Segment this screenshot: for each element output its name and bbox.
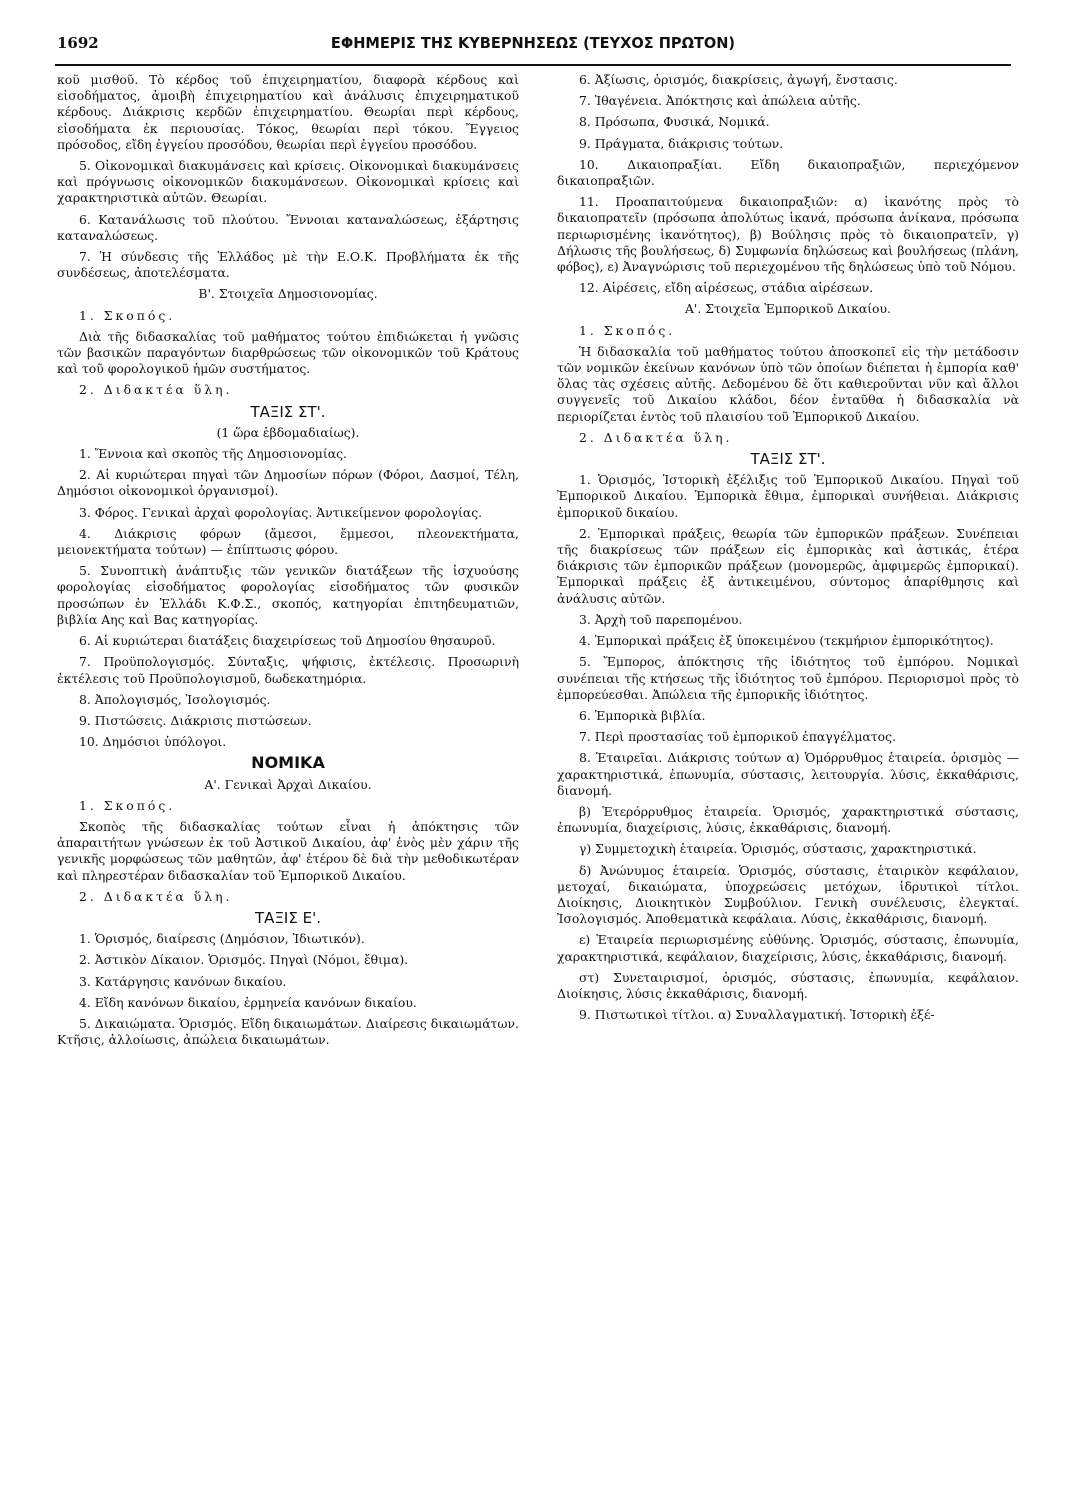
class-heading: ΤΑΞΙΣ ΣΤ'. [750, 450, 826, 469]
page-title: ΕΦΗΜΕΡΙΣ ΤΗΣ ΚΥΒΕΡΝΗΣΕΩΣ (ΤΕΥΧΟΣ ΠΡΩΤΟΝ) [330, 34, 736, 52]
list-item: 9. Πιστώσεις. Διάκρισις πιστώσεων. [79, 712, 312, 728]
list-item: 3. Φόρος. Γενικαὶ ἀρχαὶ φορολογίας. Ἀντικείμενον φορολογίας. [79, 504, 483, 520]
list-item: 7. Προϋπολογισμός. Σύνταξις, ψήφισις, ἐκτέλεσις. Προσωρινὴ ἐκτέλεσις τοῦ Προϋπολογισμοῦ, δωδεκατημόρια. [57, 654, 519, 686]
list-item: β) Ἑτερόρρυθμος ἑταιρεία. Ὁρισμός, χαρακτηριστικά σύστασις, ἐπωνυμία, διαχείρισις, λύσις, ἐκκαθάρισις, διανομή. [557, 803, 1019, 836]
list-item: 2. Αἱ κυριώτεραι πηγαὶ τῶν Δημοσίων πόρων (Φόροι, Δασμοί, Τέλη, Δημόσιοι οἰκονομικοὶ ὀργανισμοί). [57, 467, 519, 499]
list-item: 7. Ἰθαγένεια. Ἀπόκτησις καὶ ἀπώλεια αὐτῆς. [579, 93, 861, 109]
paragraph: Ἡ διδασκαλία τοῦ μαθήματος τούτου ἀποσκοπεῖ εἰς τὴν μετάδοσιν τῶν νομικῶν ἐκείνων κανόνων ὑπὸ τῶν ὁποίων διέπεται ἡ ἐμπορία καθ' ὅλας τὰς σχέσεις αὐτῆς. Δεδομένου δὲ ὅτι καθιεροῦνται νῦν καὶ ἄλλοι συγγενεῖς τοῦ Δικαίου κλάδοι, δέον ἐνταῦθα ἡ διδασκαλία νὰ περιορίζεται ἐντὸς τοῦ πλαισίου τοῦ Ἐμπορικοῦ Δικαίου. [557, 343, 1019, 424]
list-item: 5. Δικαιώματα. Ὁρισμός. Εἴδη δικαιωμάτων. Διαίρεσις δικαιωμάτων. Κτῆσις, ἀλλοίωσις, ἀπώλεια δικαιωμάτων. [57, 1015, 519, 1048]
list-item: 9. Πράγματα, διάκρισις τούτων. [579, 135, 784, 151]
paragraph: κοῦ μισθοῦ. Τὸ κέρδος τοῦ ἐπιχειρηματίου, διαφορὰ κέρδους καὶ εἰσοδήματος, ἀμοιβὴ ἐπιχειρηματίου καὶ ἀνάλυσις ἐπιχειρηματικοῦ κέρδους. Διάκρισις κερδῶν ἐπιχειρηματίου. Θεωρίαι περὶ κέρδους, εἰσοδήματα ἐκ περιουσίας. Τόκος, θεωρίαι περὶ τόκου. Ἔγγειος πρόσοδος, εἴδη ἐγγείου προσόδου, θεωρίαι περὶ ἐγγείου προσόδου. [57, 72, 519, 152]
list-item: 6. Αἱ κυριώτεραι διατάξεις διαχειρίσεως τοῦ Δημοσίου θησαυροῦ. [79, 633, 496, 649]
list-item: 6. Ἀξίωσις, ὁρισμός, διακρίσεις, ἀγωγή, ἔνστασις. [579, 72, 898, 87]
subsection-heading: 2. Διδακτέα ὕλη. [79, 382, 233, 398]
list-item: 1. Ὁρισμός, διαίρεσις (Δημόσιον, Ἰδιωτικόν). [79, 931, 365, 947]
subsection-heading: 2. Διδακτέα ὕλη. [79, 888, 233, 904]
header-rule [55, 64, 1011, 66]
class-heading: ΤΑΞΙΣ Ε'. [255, 908, 321, 927]
list-item: 2. Ἀστικὸν Δίκαιον. Ὁρισμός. Πηγαὶ (Νόμοι, ἔθιμα). [79, 952, 409, 968]
section-heading: Α'. Στοιχεῖα Ἐμπορικοῦ Δικαίου. [684, 301, 891, 317]
list-item: 9. Πιστωτικοὶ τίτλοι. α) Συναλλαγματική. Ἱστορικὴ ἐξέ- [579, 1007, 935, 1023]
paragraph: 7. Ἡ σύνδεσις τῆς Ἑλλάδος μὲ τὴν Ε.Ο.Κ. Προβλήματα ἐκ τῆς συνδέσεως, ἀποτελέσματα. [57, 249, 519, 281]
subsection-heading: 1. Σκοπός. [79, 797, 176, 813]
page-header [0, 30, 1066, 62]
left-column [57, 72, 519, 1053]
section-heading: Β'. Στοιχεῖα Δημοσιονομίας. [198, 286, 378, 302]
list-item: 6. Ἐμπορικὰ βιβλία. [579, 707, 706, 723]
hours-note: (1 ὥρα ἑβδομαδιαίως). [216, 424, 360, 440]
list-item: 4. Εἴδη κανόνων δικαίου, ἑρμηνεία κανόνων δικαίου. [79, 994, 417, 1010]
list-item: 8. Ἑταιρεῖαι. Διάκρισις τούτων α) Ὁμόρρυθμος ἑταιρεία. ὁρισμὸς — χαρακτηριστικά, ἐπωνυμία, σύστασις, λειτουργία. λύσις, ἐκκαθάρισις, διανομή. [557, 750, 1019, 798]
subsection-heading: 1. Σκοπός. [79, 307, 176, 323]
list-item: 1. Ἔννοια καὶ σκοπὸς τῆς Δημοσιονομίας. [79, 446, 347, 462]
list-item: στ) Συνεταιρισμοί, ὁρισμός, σύστασις, ἐπωνυμία, κεφάλαιον. Διοίκησις, λύσις ἐκκαθάρισις, διανομή. [557, 969, 1019, 1001]
page-number: 1692 [57, 34, 99, 52]
subsection-heading: 1. Σκοπός. [579, 322, 676, 338]
section-heading: Α'. Γενικαὶ Ἀρχαὶ Δικαίου. [204, 776, 372, 792]
list-item: 3. Ἀρχὴ τοῦ παρεπομένου. [579, 611, 743, 627]
paragraph: Διὰ τῆς διδασκαλίας τοῦ μαθήματος τούτου ἐπιδιώκεται ἡ γνῶσις τῶν βασικῶν παραγόντων διαρθρώσεως τῶν οἰκονομικῶν τοῦ Κράτους καὶ τοῦ φορολογικοῦ ἡμῶν συστήματος. [57, 328, 519, 377]
list-item: γ) Συμμετοχικὴ ἑταιρεία. Ὁρισμός, σύστασις, χαρακτηριστικά. [579, 841, 977, 857]
list-item: 3. Κατάργησις κανόνων δικαίου. [79, 973, 287, 989]
list-item: 10. Δημόσιοι ὑπόλογοι. [79, 734, 227, 750]
list-item: 4. Ἐμπορικαὶ πράξεις ἐξ ὑποκειμένου (τεκμήριον ἐμπορικότητος). [579, 633, 994, 649]
list-item: 4. Διάκρισις φόρων (ἄμεσοι, ἔμμεσοι, πλεονεκτήματα, μειονεκτήματα τούτων) — ἐπίπτωσις φόρου. [57, 525, 519, 558]
list-item: 10. Δικαιοπραξίαι. Εἴδη δικαιοπραξιῶν, περιεχόμενον δικαιοπραξιῶν. [557, 156, 1019, 189]
list-item: 1. Ὁρισμός, Ἱστορικὴ ἐξέλιξις τοῦ Ἐμπορικοῦ Δικαίου. Πηγαὶ τοῦ Ἐμπορικοῦ Δικαίου. Ἐμπορικὰ ἔθιμα, ἐμπορικαὶ συνήθειαι. Διάκρισις ἐμπορικοῦ δικαίου. [557, 472, 1019, 520]
paragraph: 6. Κατανάλωσις τοῦ πλούτου. Ἔννοιαι καταναλώσεως, ἐξάρτησις καταναλώσεως. [57, 211, 519, 243]
paragraph: Σκοπὸς τῆς διδασκαλίας τούτων εἶναι ἡ ἀπόκτησις τῶν ἀπαραιτήτων γνώσεων ἐκ τοῦ Ἀστικοῦ Δικαίου, ἀφ' ἑνὸς μὲν χάριν τῆς γενικῆς μορφώσεως τῶν μαθητῶν, ἀφ' ἑτέρου δὲ διὰ τὴν μεθοδικωτέραν καὶ πληρεστέραν διδασκαλίαν τοῦ Ἐμπορικοῦ Δικαίου. [57, 818, 519, 883]
list-item: 2. Ἐμπορικαὶ πράξεις, θεωρία τῶν ἐμπορικῶν πράξεων. Συνέπειαι τῆς διακρίσεως τῶν πράξεων εἰς ἐμπορικὰς καὶ ἀστικάς, ἑτέρα διάκρισις τῶν ἐμπορικῶν πράξεων (μονομερῶς, ἀμφιμερῶς ἐμπορικαί). Ἐμπορικαὶ πράξεις ἐξ ἀντικειμένου, σύντομος ἀπαρίθμησις καὶ ἀνάλυσις αὐτῶν. [557, 525, 1019, 606]
subsection-heading: 2. Διδακτέα ὕλη. [579, 429, 733, 445]
list-item: ε) Ἑταιρεία περιωρισμένης εὐθύνης. Ὁρισμός, σύστασις, ἐπωνυμία, χαρακτηριστικά, κεφάλαιον, διαχείρισις, λύσις, ἐκκαθάρισις, διανομή. [557, 932, 1019, 964]
list-item: 7. Περὶ προστασίας τοῦ ἐμπορικοῦ ἐπαγγέλματος. [579, 729, 896, 745]
list-item: 12. Αἱρέσεις, εἴδη αἱρέσεως, στάδια αἱρέσεων. [579, 280, 874, 296]
chapter-heading: ΝΟΜΙΚΑ [251, 753, 325, 773]
list-item: 8. Πρόσωπα, Φυσικά, Νομικά. [579, 114, 770, 130]
list-item: δ) Ἀνώνυμος ἑταιρεία. Ὁρισμός, σύστασις, ἑταιρικὸν κεφάλαιον, μετοχαί, δικαιώματα, ὑποχρεώσεις μετόχων, ἱδρυτικοὶ τίτλοι. Διοίκησις, Διοικητικὸν Συμβούλιον. Γενικὴ συνέλευσις, ἐλεγκταί. Ἰσολογισμός. Ἀποθεματικὰ κεφάλαια. Λύσις, ἐκκαθάρισις, διανομή. [557, 862, 1019, 927]
paragraph: 5. Οἰκονομικαὶ διακυμάνσεις καὶ κρίσεις. Οἰκονομικαὶ διακυμάνσεις καὶ πρόγνωσις οἰκονομικῶν διακυμάνσεων. Οἰκονομικαὶ κρίσεις καὶ χαρακτηριστικὰ αὐτῶν. Θεωρίαι. [57, 158, 519, 206]
list-item: 5. Συνοπτικὴ ἀνάπτυξις τῶν γενικῶν διατάξεων τῆς ἰσχυούσης φορολογίας εἰσοδήματος φορολογίας εἰσοδήματος τῶν φυσικῶν προσώπων ἐν Ἑλλάδι Κ.Φ.Σ., σκοπός, κατηγορίαι ἐπιτηδευματιῶν, βιβλία Αης καὶ Βας κατηγορίας. [57, 563, 519, 627]
list-item: 8. Ἀπολογισμός, Ἰσολογισμός. [79, 691, 271, 707]
list-item: 11. Προαπαιτούμενα δικαιοπραξιῶν: α) ἱκανότης πρὸς τὸ δικαιοπρατεῖν (πρόσωπα ἀπολύτως ἱκανά, πρόσωπα ἀνίκανα, πρόσωπα περιωρισμένης ἱκανότητος), β) Βούλησις πρὸς τὸ δικαιοπρατεῖν, γ) Δήλωσις τῆς βουλήσεως, δ) Συμφωνία δηλώσεως καὶ βουλήσεως (πλάνη, φόβος), ε) Ἀναγνώρισις τοῦ περιεχομένου τῆς δηλώσεως ὑπὸ τοῦ Νόμου. [557, 194, 1019, 275]
list-item: 5. Ἔμπορος, ἀπόκτησις τῆς ἰδιότητος τοῦ ἐμπόρου. Νομικαὶ συνέπειαι τῆς κτήσεως τῆς ἰδιότητος τοῦ ἐμπόρου. Περιορισμοὶ πρὸς τὸ ἐμπορεύεσθαι. Ἀπώλεια τῆς ἐμπορικῆς ἰδιότητος. [557, 654, 1019, 702]
right-column [557, 72, 1019, 1028]
class-heading: ΤΑΞΙΣ ΣΤ'. [250, 402, 326, 421]
